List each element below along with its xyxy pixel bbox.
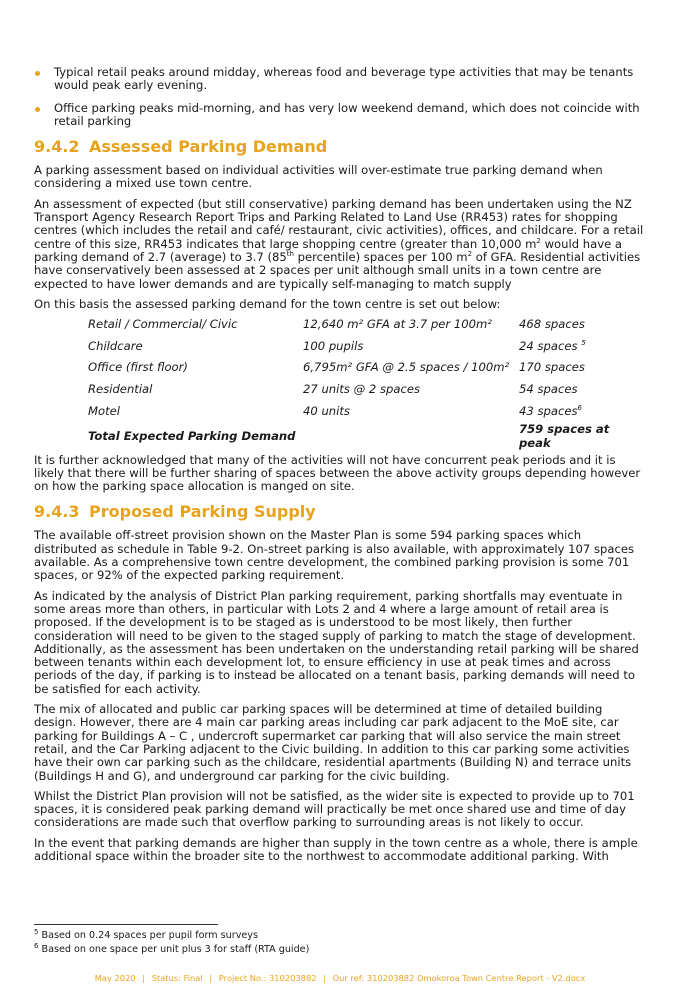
text-run: would have a parking demand of 2.7 (average) to 3.7 (85 (34, 236, 623, 264)
activity-cell: Office (first floor) (88, 360, 188, 375)
footnote-text: Based on 0.24 spaces per pupil form surveys (38, 930, 258, 941)
footnote-mark: 5 (34, 927, 39, 936)
activity-cell: Motel (88, 403, 120, 418)
superscript: 2 (536, 236, 541, 245)
activity-cell: Retail / Commercial/ Civic (88, 317, 238, 331)
section-number: 9.4.3 (34, 502, 80, 522)
footnotes (34, 929, 646, 957)
paragraph: On this basis the assessed parking demand for the town centre is set out below: (34, 296, 501, 311)
basis-cell: 12,640 m² GFA at 3.7 per 100m² (303, 317, 492, 331)
section-heading-943 (34, 502, 646, 521)
total-label: Total Expected Parking Demand (88, 428, 296, 443)
paragraph: In the event that parking demands are higher than supply in the town centre as a whole, there is ample additional space within the broader site to the northwest to accommodate additional parking. With (34, 835, 638, 864)
spaces-value: 468 spaces (519, 317, 585, 331)
footer-separator: | (323, 973, 326, 983)
paragraph (34, 198, 646, 291)
footnote-ref[interactable]: 6 (577, 403, 582, 412)
page-footer (0, 973, 680, 983)
footnote (34, 943, 646, 957)
footnote-divider (34, 924, 218, 925)
section-title: Assessed Parking Demand (89, 137, 328, 157)
bullet-text: Typical retail peaks around midday, whereas food and beverage type activities that may be tenants would peak early evening. (54, 65, 634, 93)
parking-demand-table (88, 313, 639, 449)
total-value: 759 spaces at peak (519, 421, 610, 450)
basis-cell: 6,795m² GFA @ 2.5 spaces / 100m² (303, 360, 510, 375)
table-row (88, 400, 639, 422)
spaces-value: 24 spaces (519, 338, 578, 353)
basis-cell: 27 units @ 2 spaces (303, 382, 421, 397)
text-run: percentile) spaces per 100 m (293, 249, 468, 264)
empty-cell (303, 422, 519, 450)
list-item (34, 66, 646, 93)
footer-date: May 2020 (94, 973, 136, 983)
footnote-ref[interactable]: 5 (581, 338, 586, 347)
basis-cell: 100 pupils (303, 338, 364, 353)
list-item (34, 102, 646, 129)
footer-status: Status: Final (151, 973, 203, 983)
superscript: th (286, 250, 294, 259)
activity-cell: Residential (88, 382, 153, 397)
table-total-row (88, 422, 639, 450)
paragraph: The mix of allocated and public car parking spaces will be determined at time of detailed building design. However, there are 4 main car parking areas including car park adjacent to the MoE site, car parking for Buildings A – C , undercroft supermarket car parking that will also service the main street retail, and the Car Parking adjacent to the Civic building. In addition to this car parking some activities have their own car parking such as the childcare, residential apartments (Building N) and terrace units (Buildings H and G), and underground car parking for the civic building. (34, 702, 632, 783)
spaces-cell (519, 357, 639, 379)
text-run: of GFA. Residential activities have conservatively been assessed at 2 spaces per unit although small units in a town centre are expected to have lower demands and are typically self-managing to match supply (34, 249, 641, 291)
paragraph: A parking assessment based on individual activities will over-estimate true parking demand when considering a mixed use town centre. (34, 163, 603, 191)
table-row (88, 357, 639, 379)
bullet-text: Office parking peaks mid-morning, and has very low weekend demand, which does not coincide with retail parking (54, 100, 640, 128)
text-run: An assessment of expected (but still conservative) parking demand has been undertaken using the NZ Transport Agency Research Report Trips and Parking Related to Land Use (RR453) rates for shopping centres (which includes the retail and café/ restaurant, civic activities), offices, and childcare. For a retail centre of this size, RR453 indicates that large shopping centre (greater than 10,000 m (34, 196, 644, 251)
section-heading-942 (34, 137, 646, 156)
activity-cell: Childcare (88, 338, 143, 353)
spaces-cell (519, 378, 639, 400)
footnote (34, 929, 646, 943)
spaces-value: 43 spaces (519, 403, 578, 418)
table-row (88, 335, 639, 357)
footnote-text: Based on one space per unit plus 3 for staff (RTA guide) (38, 944, 310, 955)
footnote-mark: 6 (34, 941, 39, 950)
spaces-value: 170 spaces (519, 360, 585, 375)
spaces-cell (519, 335, 639, 357)
table-row (88, 378, 639, 400)
footer-separator: | (209, 973, 213, 983)
bullet-icon (35, 107, 40, 112)
paragraph: The available off-street provision shown on the Master Plan is some 594 parking spaces which distributed as schedule in Table 9-2. On-street parking is also available, with approximately 107 spaces available. As a comprehensive town centre development, the combined parking provision is some 701 spaces, or 92% of the expected parking requirement. (34, 528, 635, 583)
section-number: 9.4.2 (34, 137, 80, 157)
paragraph: It is further acknowledged that many of the activities will not have concurrent peak periods and it is likely that there will be further sharing of spaces between the above activity groups depending however on how the parking space allocation is manged on site. (34, 452, 641, 494)
table-row (88, 313, 639, 335)
footer-ref: Our ref: 310203882 Omokoroa Town Centre Report - V2.docx (332, 973, 586, 983)
spaces-value: 54 spaces (519, 382, 578, 397)
bullet-list (34, 66, 646, 128)
spaces-cell (519, 313, 639, 335)
basis-cell: 40 units (303, 403, 350, 418)
paragraph: As indicated by the analysis of District Plan parking requirement, parking shortfalls may eventuate in some areas more than others, in particular with Lots 2 and 4 where a large amount of retail area is proposed. If the development is to be staged as is understood to be most likely, then further consideration will need to be given to the staged supply of parking to match the stage of development. Additionally, as the assessment has been undertaken on the understanding retail parking will be shared between tenants within each development lot, to ensure efficiency in use at peak times and across periods of the day, if parking is to instead be allocated on a tenant basis, parking demands will need to be satisfied for each activity. (34, 588, 639, 696)
footer-project: Project No.: 310203882 (218, 973, 317, 983)
footer-separator: | (142, 973, 146, 983)
bullet-icon (35, 71, 40, 76)
spaces-cell (519, 400, 639, 422)
superscript: 2 (467, 250, 473, 259)
paragraph: Whilst the District Plan provision will not be satisfied, as the wider site is expected to provide up to 701 spaces, it is considered peak parking demand will practically be met once shared use and time of day considerations are made such that overflow parking to surrounding areas is not likely to occur. (34, 788, 635, 830)
page-body (34, 66, 646, 870)
section-title: Proposed Parking Supply (89, 502, 316, 522)
